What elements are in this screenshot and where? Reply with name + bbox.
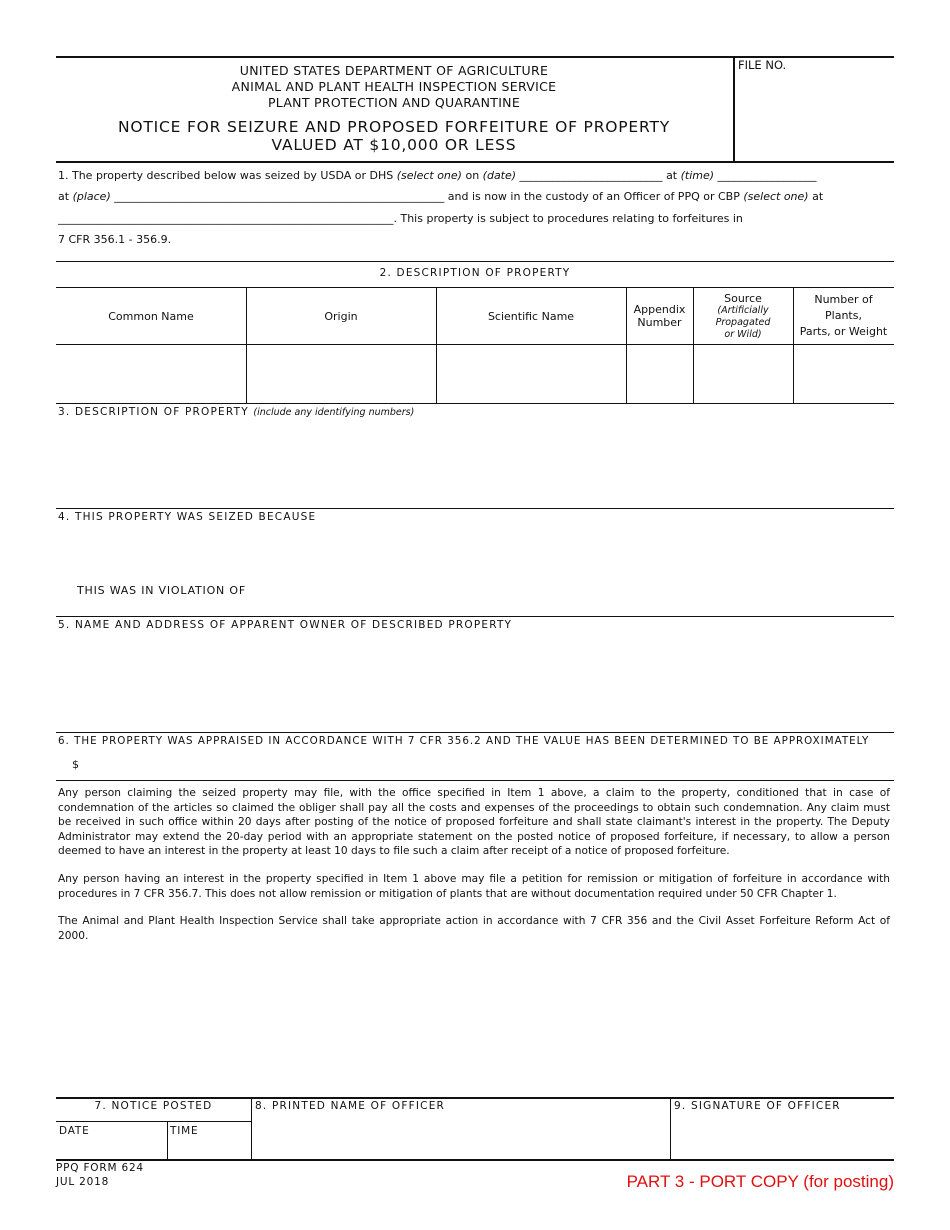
paragraph-remission: Any person having an interest in the property specified in Item 1 above may file a petition for remission or mitigation of forfeiture in accordance with procedures in 7 CFR 356.7. This does not allow remission or mitigation of plants that are without documentation required under 50 CFR Chapter 1. [58,873,890,900]
file-no-divider [733,56,735,162]
cell-appendix[interactable] [627,345,692,402]
agency-line-aphis: ANIMAL AND PLANT HEALTH INSPECTION SERVICE [231,79,557,94]
date-label: DATE [59,1125,90,1137]
signature-block-bottom-border [56,1159,894,1161]
printed-name-field[interactable] [252,1114,669,1158]
notice-posted-underline [56,1121,251,1122]
seized-date-field[interactable]: __________________________ [516,169,667,182]
item2-heading: 2. DESCRIPTION OF PROPERTY [379,267,571,279]
owner-field[interactable] [57,636,893,730]
item3-bottom-border [56,508,894,509]
custody-location-field[interactable]: _____________________________________________________________ [58,212,394,225]
item1-line-3: _____________________________________________________________. This property is subject to procedures relating to forfeitures in [58,212,743,225]
seized-because-field[interactable] [57,527,893,581]
item3-heading: 3. DESCRIPTION OF PROPERTY (include any identifying numbers) [58,406,415,418]
item5-heading: 5. NAME AND ADDRESS OF APPARENT OWNER OF DESCRIBED PROPERTY [58,619,513,631]
notice-time-field[interactable] [168,1138,250,1158]
item1-line-2: at (place) ____________________________________________________________ and is now in the custody of an Officer of PPQ or CBP (select one) at [58,190,824,203]
item3-field[interactable] [57,422,893,506]
table-bottom-border [56,403,894,404]
seized-time-field[interactable]: __________________ [714,169,817,182]
part-copy-label: PART 3 - PORT COPY (for posting) [626,1172,894,1191]
col-header-appendix: Appendix Number [633,303,686,329]
item4-bottom-border [56,616,894,617]
signature-label: 9. SIGNATURE OF OFFICER [674,1100,841,1112]
form-title-line-1: NOTICE FOR SEIZURE AND PROPOSED FORFEITURE OF PROPERTY [117,118,670,136]
cell-plants[interactable] [794,345,893,402]
time-label: TIME [170,1125,199,1137]
agency-line-usda: UNITED STATES DEPARTMENT OF AGRICULTURE [239,63,549,78]
item5-bottom-border [56,732,894,733]
printed-name-label: 8. PRINTED NAME OF OFFICER [255,1100,446,1112]
cell-source[interactable] [694,345,792,402]
cell-origin[interactable] [247,345,435,402]
file-no-label: FILE NO. [738,58,787,72]
col-header-origin: Origin [324,309,358,323]
col-header-source: Source (Artificially Propagated or Wild) [715,291,771,340]
notice-date-field[interactable] [57,1138,166,1158]
seized-place-field[interactable]: ____________________________________________________________ [110,190,448,203]
signature-block-top-border [56,1097,894,1099]
agency-line-ppq: PLANT PROTECTION AND QUARANTINE [267,95,521,110]
item1-line-4: 7 CFR 356.1 - 356.9. [58,233,172,246]
agency-block [56,63,732,111]
paragraph-aphis-action: The Animal and Plant Health Inspection Service shall take appropriate action in accordance with 7 CFR 356 and the Civil Asset Forfeiture Reform Act of 2000. [58,915,890,942]
item4-heading: 4. THIS PROPERTY WAS SEIZED BECAUSE [58,511,317,523]
form-title [56,118,732,154]
item6-heading: 6. THE PROPERTY WAS APPRAISED IN ACCORDANCE WITH 7 CFR 356.2 AND THE VALUE HAS BEEN DETERMINED TO BE APPROXIMATELY [58,735,870,747]
cell-scientific-name[interactable] [437,345,625,402]
item1-line-1: 1. The property described below was seized by USDA or DHS (select one) on (date) __________________________ at (time) __________________ [58,169,817,182]
cell-common-name[interactable] [57,345,245,402]
appraised-value-field[interactable] [82,754,382,774]
col-header-scientific-name: Scientific Name [487,309,575,323]
notice-posted-label: 7. NOTICE POSTED [94,1100,213,1112]
item6-bottom-border [56,780,894,781]
item2-top-border [56,261,894,262]
paragraph-claim: Any person claiming the seized property may file, with the office specified in Item 1 above, a claim to the property, conditioned that in case of condemnation of the articles so claimed the obliger shall pay all the costs and expenses of the proceedings to obtain such condemnation. Any claim must be received in such office within 20 days after posting of the notice of proposed forfeiture and shall state claimant's interest in the property. The Deputy Administrator may extend the 20-day period with an appropriate statement on the posted notice of proposed forfeiture, if necessary, to allow a person deemed to have an interest in the property at least 10 days to file such a claim after receipt of a notice of proposed forfeiture. [58,787,890,857]
form-number: PPQ FORM 624 [56,1162,144,1174]
form-revision-date: JUL 2018 [56,1176,110,1188]
signature-field[interactable] [671,1114,893,1158]
col-header-plants: Number of Plants, Parts, or Weight [799,293,888,338]
col-header-common-name: Common Name [108,309,194,323]
header-bottom-border [56,161,894,163]
form-title-line-2: VALUED AT $10,000 OR LESS [271,136,517,154]
value-dollar-sign: $ [72,758,79,771]
violation-label: THIS WAS IN VIOLATION OF [77,584,246,597]
